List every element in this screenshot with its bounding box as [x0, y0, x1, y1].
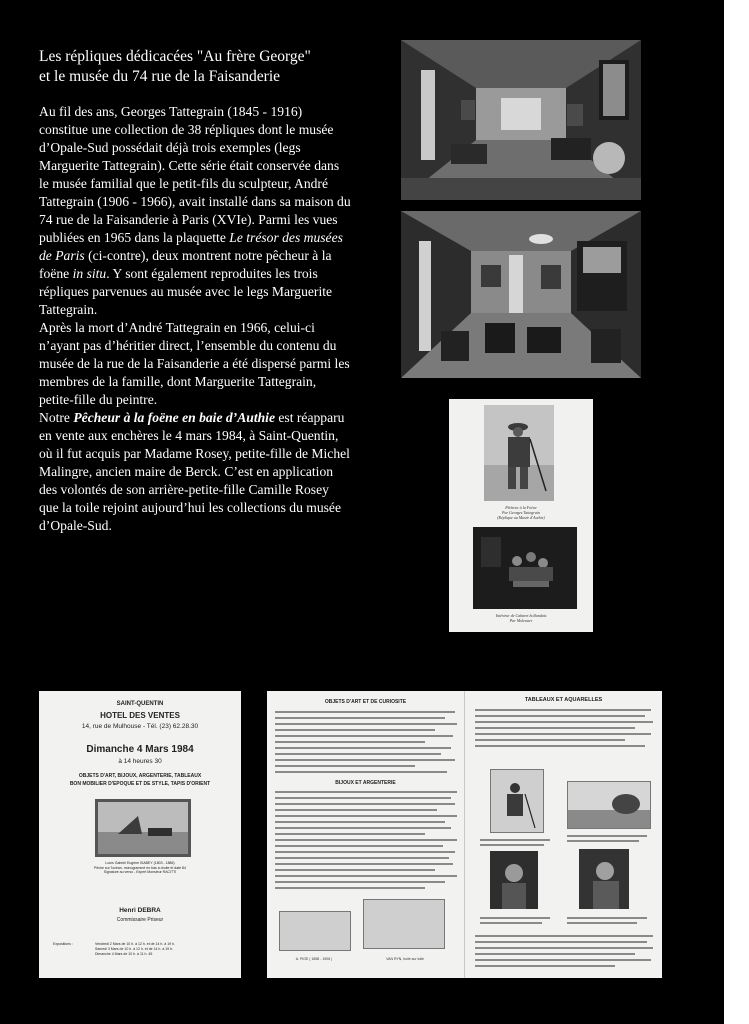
plaquette-page: [449, 399, 593, 632]
text-line: [275, 729, 435, 731]
text-line: [275, 803, 455, 805]
text-line: [475, 959, 651, 961]
catalogue-portrait-thumbnail-1: [490, 851, 538, 909]
poster-city: SAINT-QUENTIN: [116, 701, 164, 707]
museum-interior-photo-2: [401, 211, 641, 378]
text-line: [275, 887, 425, 889]
body-text: [39, 103, 351, 535]
text-line: [475, 721, 653, 723]
caption-2-line-a: Intérieur de Cabaret hollandais: [495, 613, 547, 618]
catalogue-caption-center: VAN RYN, huile sur toile: [386, 957, 424, 961]
paragraph-1-text-b: (ci-contre), deux montrent notre pêcheur à la foëne: [39, 248, 332, 281]
catalogue-heading-left: OBJETS D'ART ET DE CURIOSITE: [324, 699, 407, 705]
caption-1-line-c: (Réplique au Musée d'Authie): [497, 515, 545, 520]
text-line: [275, 851, 455, 853]
catalogue-portrait-thumbnail-2: [579, 849, 629, 909]
text-line: [480, 922, 542, 924]
text-line: [475, 727, 635, 729]
publication-title: Le trésor des musées de Paris: [39, 230, 343, 263]
text-line: [475, 965, 615, 967]
text-line: [480, 844, 544, 846]
page-margin: [724, 0, 749, 1024]
paragraph-3-text-b: est réapparu en vente aux enchères le 4 mars 1984, à Saint-Quentin, où il fut acquis par Madame Rosey, petite-fille de Michel Malingre, ancien maire de Berck. C’est en application des volontés de son arrière-petite-fille Camille Rosey que la toile rejoint aujourd’hui les collections du musée d’Opale-Sud.: [39, 410, 350, 533]
auction-catalogue: [267, 691, 662, 978]
text-line: [275, 765, 415, 767]
text-line: [275, 797, 451, 799]
poster-painting: [95, 799, 191, 857]
text-line: [275, 759, 455, 761]
catalogue-painting-center: [363, 899, 445, 949]
text-line: [475, 745, 645, 747]
painting-caption-line-1: Louis Gabriel Eugène ISABEY (1803 - 1886): [105, 861, 175, 865]
catalogue-caption-left: A. PIGE ( 1858 - 1906 ): [295, 957, 333, 961]
text-line: [275, 717, 445, 719]
paragraph-3: [39, 409, 351, 535]
text-line: [275, 735, 453, 737]
text-line: [480, 839, 550, 841]
text-line: [275, 869, 435, 871]
paragraph-1-text: Au fil des ans, Georges Tattegrain (1845 - 1916) constitue une collection de 38 répliques dont le musée d’Opale-Sud possédait déjà trois exemples (legs Marguerite Tattegrain). Cette série était conservée dans le musée familial que le petit-fils du sculpteur, André Tattegrain (1906 - 1966), avait installé dans sa maison du 74 rue de la Faisanderie à Paris (XVIe). Parmi les vues publiées en 1965 dans la plaquette: [39, 104, 351, 245]
text-line: [475, 715, 645, 717]
painting-caption-line-2: Pêche sur l'océan, monogrammé en bas à droite et daté 84: [94, 865, 186, 870]
poster-lots-line-1: OBJETS D'ART, BIJOUX, ARGENTERIE, TABLEAUX: [78, 773, 202, 779]
poster-auctioneer: Henri DEBRA: [119, 907, 161, 914]
text-line: [475, 947, 653, 949]
text-line: [275, 747, 451, 749]
plaquette-caption-1: [449, 505, 593, 520]
text-line: [275, 741, 425, 743]
museum-interior-photo-1: [401, 40, 641, 200]
page-title: [39, 47, 369, 87]
catalogue-fisherman-thumbnail: [490, 769, 544, 833]
text-line: [567, 835, 647, 837]
expo-row-3: Dimanche 4 Mars de 10 h. à 11 h. 45: [95, 952, 153, 956]
painting-caption-line-3: Signature au verso - Expert Monsieur RACITTI: [103, 870, 177, 874]
text-line: [275, 815, 457, 817]
text-line: [567, 922, 637, 924]
text-line: [275, 809, 437, 811]
fisherman-replica-image: [484, 405, 554, 501]
poster-time: à 14 heures 30: [118, 758, 162, 765]
title-line-1: Les répliques dédicacées "Au frère George": [39, 48, 311, 65]
text-line: [475, 733, 651, 735]
poster-auctioneer-title: Commissaire Priseur: [116, 917, 164, 923]
paragraph-1: [39, 103, 351, 319]
catalogue-landscape-thumbnail: [567, 781, 651, 829]
in-situ-term: in situ: [72, 266, 107, 281]
poster-expositions-label: Expositions :: [53, 942, 73, 946]
poster-lots-line-2: BON MOBILIER D'EPOQUE ET DE STYLE, TAPIS D'ORIENT: [69, 781, 211, 787]
text-line: [275, 711, 455, 713]
text-line: [275, 771, 447, 773]
catalogue-heading-mid: BIJOUX ET ARGENTERIE: [335, 780, 396, 786]
text-line: [275, 821, 445, 823]
text-line: [567, 917, 647, 919]
text-line: [475, 935, 653, 937]
text-line: [275, 881, 445, 883]
caption-2-line-b: Par Molenaer: [509, 618, 533, 623]
catalogue-fold: [464, 691, 465, 978]
text-line: [275, 845, 443, 847]
plaquette-caption-2: [449, 613, 593, 623]
title-line-2: et le musée du 74 rue de la Faisanderie: [39, 68, 281, 85]
text-line: [275, 827, 451, 829]
paragraph-3-text: Notre: [39, 410, 74, 425]
cabaret-interior-image: [473, 527, 577, 609]
poster-venue: HOTEL DES VENTES: [100, 711, 180, 720]
text-line: [275, 839, 457, 841]
text-line: [275, 833, 425, 835]
poster-date: Dimanche 4 Mars 1984: [86, 744, 194, 755]
paragraph-1-text-c: . Y sont également reproduites les trois répliques parvenues au musée avec le legs Marguerite Tattegrain.: [39, 266, 333, 317]
text-line: [567, 840, 639, 842]
text-line: [275, 875, 457, 877]
text-line: [475, 941, 647, 943]
painting-title: Pêcheur à la foëne en baie d’Authie: [73, 410, 275, 425]
caption-1-line-b: Par Georges Tattegrain: [502, 510, 540, 515]
poster-painting-caption: [39, 861, 241, 875]
paragraph-2: Après la mort d’André Tattegrain en 1966, celui-ci n’ayant pas d’héritier direct, l’ensemble du contenu du musée de la rue de la Faisanderie a été dispersé parmi les membres de la famille, dont Marguerite Tattegrain, petite-fille du peintre.: [39, 320, 350, 407]
catalogue-painting-left: [279, 911, 351, 951]
text-line: [480, 917, 550, 919]
text-line: [275, 723, 457, 725]
expo-row-2: Samedi 3 Mars de 10 h. à 12 h. et de 14 h. à 19 h.: [95, 947, 174, 951]
catalogue-heading-right: TABLEAUX ET AQUARELLES: [524, 697, 603, 703]
text-line: [275, 791, 457, 793]
text-line: [275, 753, 441, 755]
text-line: [475, 709, 651, 711]
caption-1-line-a: Pêcheur à la Foëne: [505, 505, 537, 510]
poster-expositions: [95, 942, 175, 957]
text-line: [475, 953, 635, 955]
auction-poster: [39, 691, 241, 978]
text-line: [275, 857, 449, 859]
text-line: [275, 863, 453, 865]
text-line: [475, 739, 625, 741]
poster-address: 14, rue de Mulhouse - Tél. (23) 62.28.30: [81, 723, 199, 730]
expo-row-1: Vendredi 2 Mars de 10 h. à 12 h. et de 14 h. à 19 h.: [95, 942, 175, 946]
